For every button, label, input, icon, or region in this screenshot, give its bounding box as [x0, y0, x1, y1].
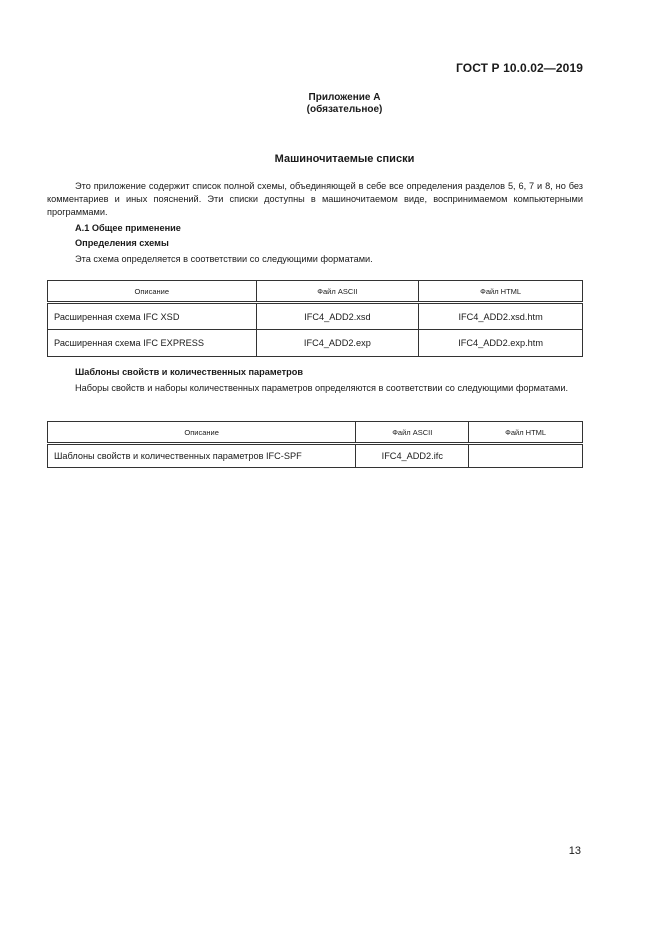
appendix-heading — [0, 92, 661, 116]
appendix-status: (обязательное) — [306, 104, 383, 115]
intro-paragraph: Это приложение содержит список полной схемы, объединяющей в себе все определения разделов 5, 6, 7 и 8, но без комментариев и иных пояснений. Эти списки доступны в машиночитаемом виде, воспринимаемом компьютерными программами. — [47, 181, 583, 217]
table-cell: IFC4_ADD2.exp.htm — [419, 330, 583, 357]
table-cell: Шаблоны свойств и количественных параметров IFC-SPF — [48, 444, 356, 468]
column-header: Файл HTML — [469, 422, 583, 444]
table-cell: Расширенная схема IFC EXPRESS — [48, 330, 257, 357]
section-title: Машиночитаемые списки — [274, 153, 415, 165]
schema-formats-table — [47, 280, 583, 357]
page-number: 13 — [568, 845, 581, 857]
column-header: Файл HTML — [419, 281, 583, 303]
schema-definitions-title: Определения схемы — [75, 238, 169, 248]
subsection-a1-title: А.1 Общее применение — [75, 223, 181, 233]
table-cell: IFC4_ADD2.xsd.htm — [419, 303, 583, 330]
table-cell: IFC4_ADD2.ifc — [356, 444, 469, 468]
table-row — [48, 303, 583, 330]
templates-title: Шаблоны свойств и количественных параметров — [75, 367, 304, 377]
appendix-title: Приложение А — [308, 92, 381, 103]
table-header-row — [48, 422, 583, 444]
column-header: Файл ASCII — [256, 281, 419, 303]
table-cell: IFC4_ADD2.exp — [256, 330, 419, 357]
templates-paragraph: Наборы свойств и наборы количественных параметров определяются в соответствии со следующими форматами. — [75, 383, 569, 393]
table-cell — [469, 444, 583, 468]
table-cell: IFC4_ADD2.xsd — [256, 303, 419, 330]
table-row — [48, 330, 583, 357]
table-cell: Расширенная схема IFC XSD — [48, 303, 257, 330]
schema-definitions-paragraph: Эта схема определяется в соответствии со следующими форматами. — [75, 254, 373, 264]
standard-id: ГОСТ Р 10.0.02—2019 — [456, 61, 583, 75]
templates-formats-table — [47, 421, 583, 468]
table-row — [48, 444, 583, 468]
column-header: Описание — [48, 281, 257, 303]
table-header-row — [48, 281, 583, 303]
column-header: Файл ASCII — [356, 422, 469, 444]
column-header: Описание — [48, 422, 356, 444]
